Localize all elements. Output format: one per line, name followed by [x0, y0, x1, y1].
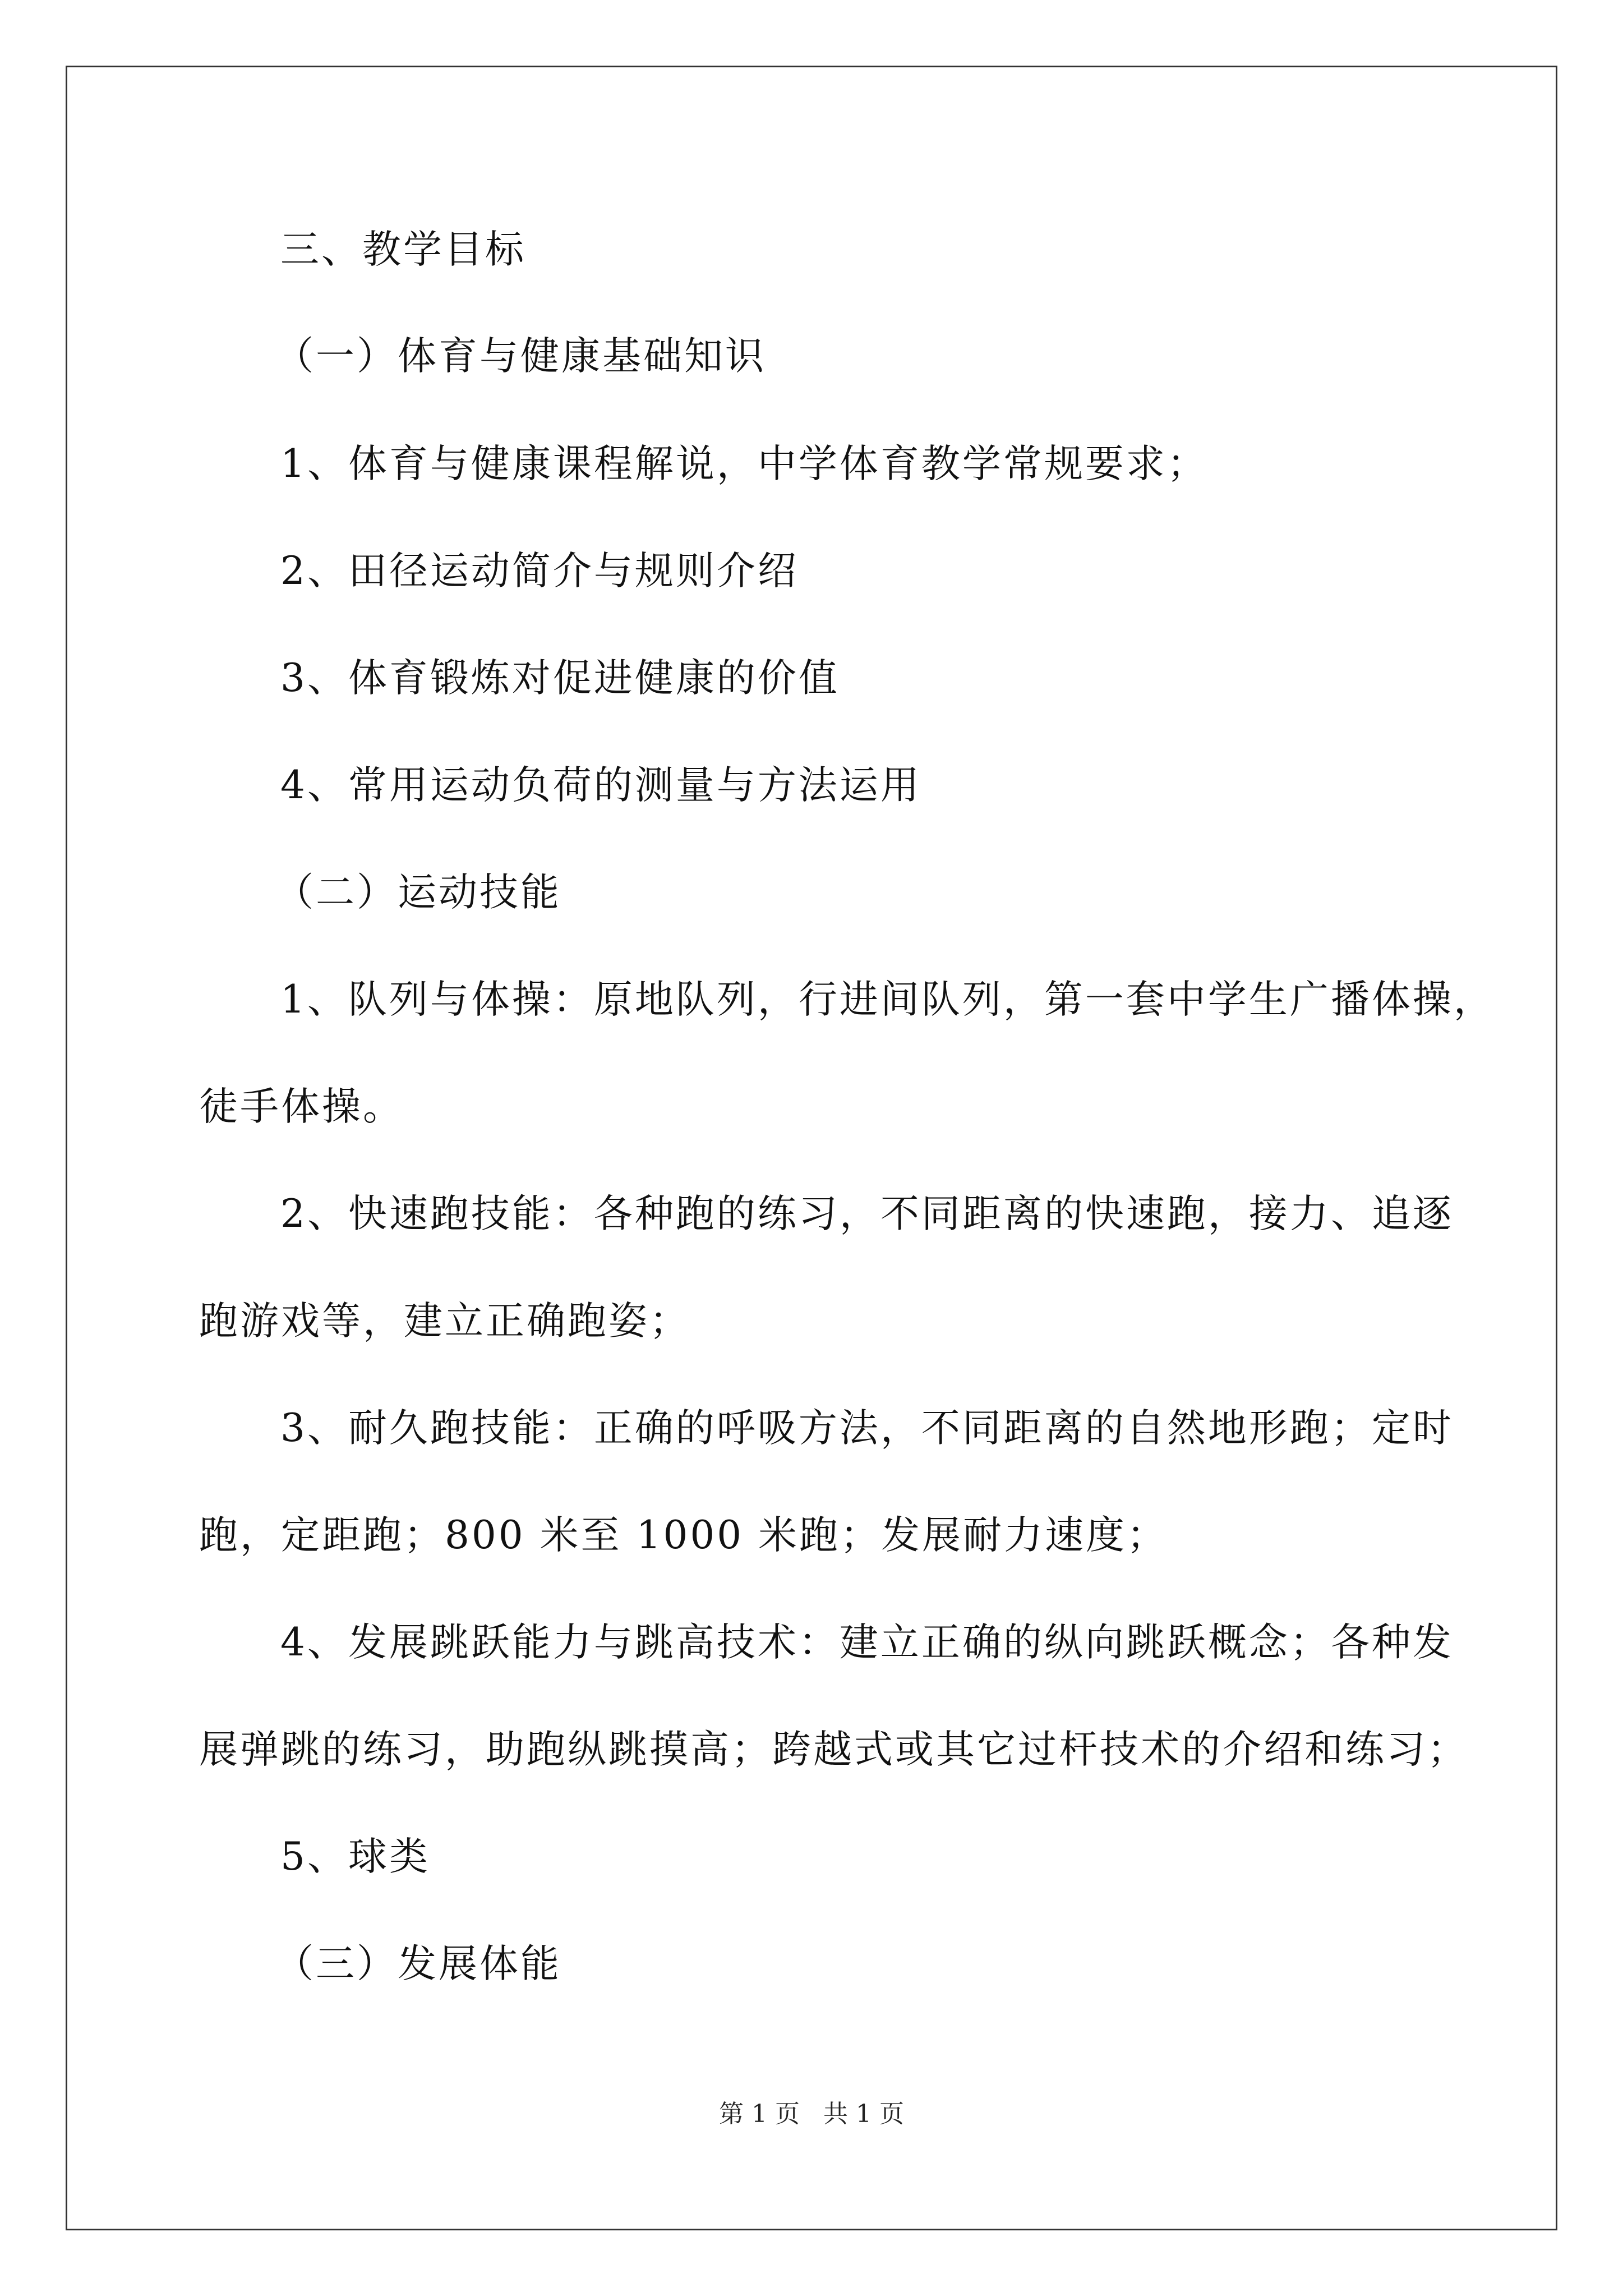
paragraph-line: 徒手体操。	[199, 1084, 404, 1129]
paragraph-line: 2、快速跑技能：各种跑的练习，不同距离的快速跑，接力、追逐	[280, 1191, 1454, 1236]
subsection-heading: （三）发展体能	[275, 1941, 561, 1986]
paragraph-line: 4、常用运动负荷的测量与方法运用	[280, 763, 921, 808]
subsection-heading: （一）体育与健康基础知识	[275, 334, 766, 379]
paragraph-line: 1、体育与健康课程解说，中学体育教学常规要求；	[280, 441, 1208, 486]
paragraph-line: 1、队列与体操：原地队列，行进间队列，第一套中学生广播体操，	[280, 977, 1495, 1022]
page-footer: 第 1 页 共 1 页	[719, 2100, 904, 2128]
paragraph-line: 5、球类	[280, 1834, 430, 1879]
paragraph-line: 展弹跳的练习，助跑纵跳摸高；跨越式或其它过杆技术的介绍和练习；	[199, 1727, 1468, 1772]
page-border	[66, 66, 1557, 2230]
section-heading: 三、教学目标	[280, 227, 526, 272]
paragraph-line: 3、体育锻炼对促进健康的价值	[280, 656, 840, 701]
paragraph-line: 跑游戏等，建立正确跑姿；	[199, 1299, 690, 1343]
paragraph-line: 4、发展跳跃能力与跳高技术：建立正确的纵向跳跃概念；各种发	[280, 1620, 1454, 1665]
paragraph-line: 2、田径运动简介与规则介绍	[280, 549, 799, 593]
paragraph-line: 跑，定距跑；800 米至 1000 米跑；发展耐力速度；	[199, 1513, 1168, 1558]
subsection-heading: （二）运动技能	[275, 870, 561, 915]
paragraph-line: 3、耐久跑技能：正确的呼吸方法，不同距离的自然地形跑；定时	[280, 1406, 1454, 1451]
